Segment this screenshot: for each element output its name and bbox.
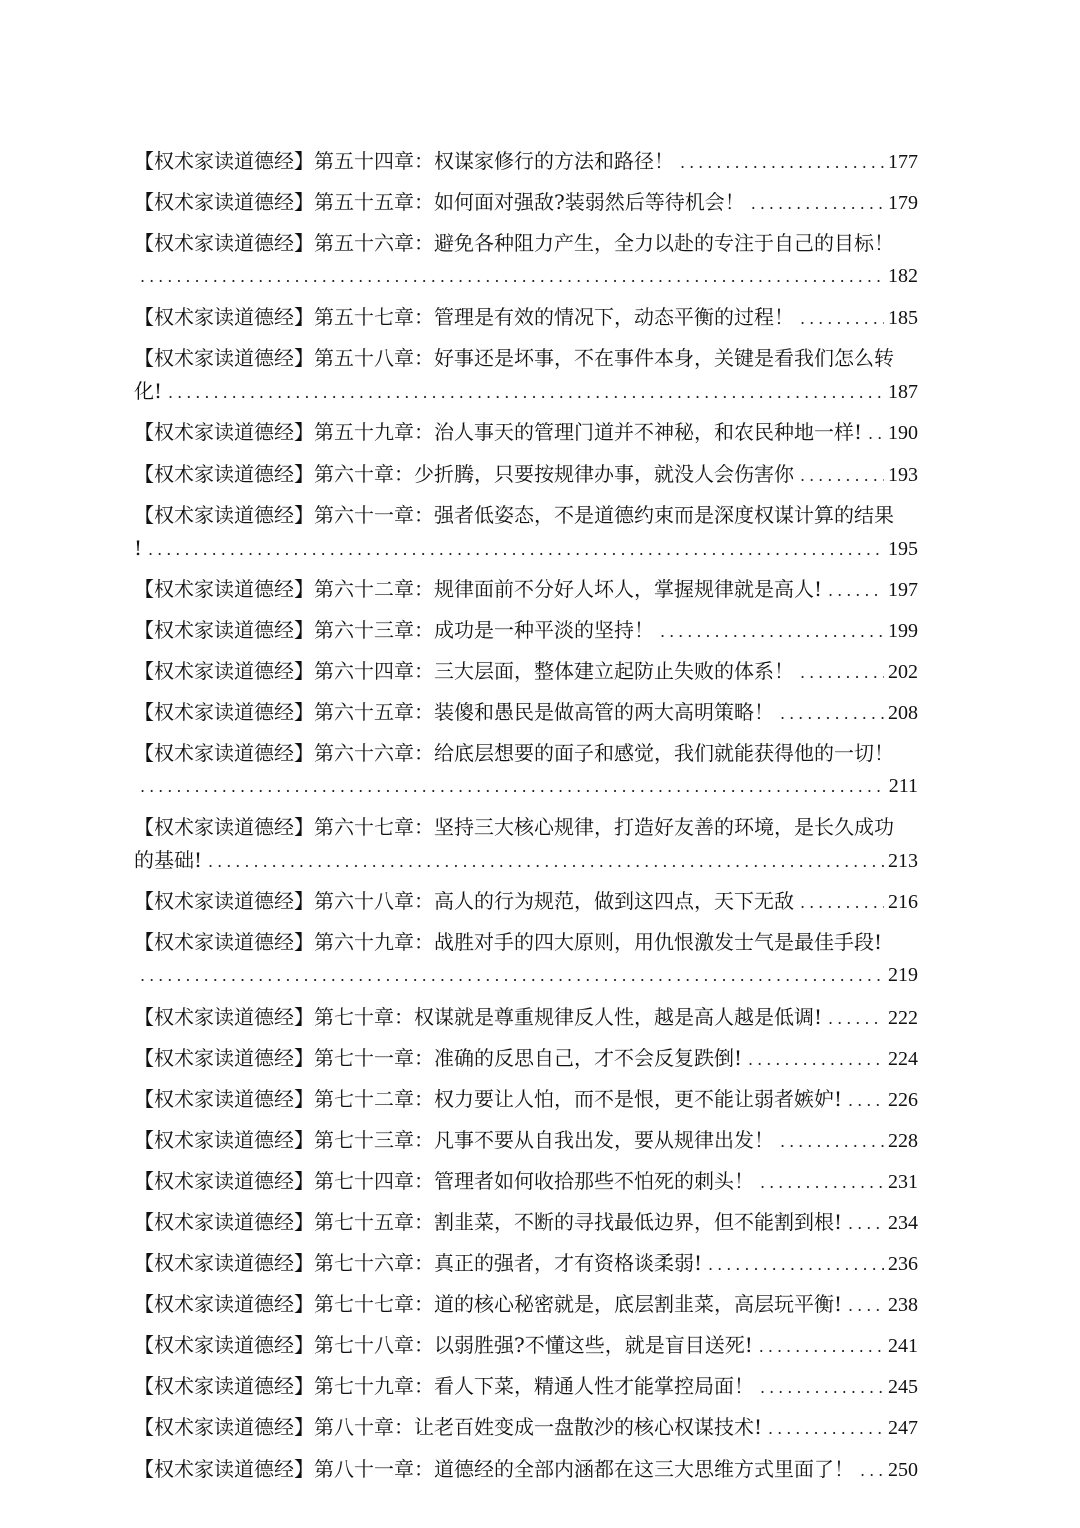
toc-entry-page: 219 xyxy=(888,964,918,987)
toc-entry-page: 177 xyxy=(888,151,918,173)
dot-leader xyxy=(760,1166,884,1198)
toc-entry[interactable] xyxy=(134,416,918,449)
toc-entry[interactable] xyxy=(134,655,918,688)
toc-entry-title-continued: ! xyxy=(134,535,143,560)
dot-leader xyxy=(848,1289,884,1321)
dot-leader xyxy=(748,1043,884,1075)
toc-entry-page: 190 xyxy=(888,422,918,445)
toc-entry-title: 【权术家读道德经】第六十章：少折腾，只要按规律办事，就没人会伤害你 xyxy=(134,461,794,486)
toc-entry-title: 【权术家读道德经】第五十七章：管理是有效的情况下，动态平衡的过程！ xyxy=(134,305,794,330)
dot-leader xyxy=(680,146,884,178)
dot-leader xyxy=(800,886,884,918)
toc-entry-title: 【权术家读道德经】第七十一章：准确的反思自己，才不会反复跌倒! xyxy=(134,1045,743,1070)
toc-entry[interactable] xyxy=(134,614,918,647)
toc-entry-title: 【权术家读道德经】第七十九章：看人下菜，精通人性才能掌控局面！ xyxy=(134,1374,754,1399)
toc-entry[interactable] xyxy=(134,926,918,992)
toc-entry-title: 【权术家读道德经】第五十四章：权谋家修行的方法和路径！ xyxy=(134,149,674,173)
toc-entry[interactable] xyxy=(134,499,918,565)
toc-entry[interactable] xyxy=(134,811,918,877)
toc-entry-title: 【权术家读道德经】第五十五章：如何面对强敌?装弱然后等待机会！ xyxy=(134,190,745,215)
toc-entry-title: 【权术家读道德经】第八十章：让老百姓变成一盘散沙的核心权谋技术! xyxy=(134,1415,763,1440)
toc-entry-title: 【权术家读道德经】第六十四章：三大层面，整体建立起防止失败的体系！ xyxy=(134,658,794,683)
toc-entry-page: 216 xyxy=(888,891,918,914)
toc-entry[interactable] xyxy=(134,1453,918,1486)
dot-leader xyxy=(828,1002,884,1034)
toc-entry[interactable] xyxy=(134,301,918,334)
toc-entry-page: 241 xyxy=(888,1335,918,1358)
toc-entry[interactable] xyxy=(134,1042,918,1075)
toc-entry-page: 185 xyxy=(888,307,918,330)
dot-leader xyxy=(780,1125,884,1157)
toc-entry[interactable] xyxy=(134,1370,918,1403)
toc-entry[interactable] xyxy=(134,1288,918,1321)
toc-entry-title: 【权术家读道德经】第七十八章：以弱胜强?不懂这些，就是盲目送死! xyxy=(134,1333,753,1358)
toc-entry-title-continued: 化! xyxy=(134,379,163,404)
toc-entry-title: 【权术家读道德经】第五十六章：避免各种阻力产生，全力以赴的专注于自己的目标！ xyxy=(134,231,894,256)
toc-entry[interactable] xyxy=(134,186,918,219)
dot-leader xyxy=(800,302,884,334)
dot-leader xyxy=(848,1207,884,1239)
toc-entry-title: 【权术家读道德经】第八十一章：道德经的全部内涵都在这三大思维方式里面了！ xyxy=(134,1456,854,1481)
toc-entry-title: 【权术家读道德经】第六十八章：高人的行为规范，做到这四点，天下无敌 xyxy=(134,889,794,914)
dot-leader xyxy=(140,770,885,803)
toc-entry-title: 【权术家读道德经】第五十九章：治人事天的管理门道并不神秘，和农民种地一样! xyxy=(134,420,863,445)
toc-entry-title: 【权术家读道德经】第六十一章：强者低姿态，不是道德约束而是深度权谋计算的结果 xyxy=(134,502,894,527)
toc-entry-page: 208 xyxy=(888,702,918,725)
toc-entry[interactable] xyxy=(134,1247,918,1280)
dot-leader xyxy=(708,1248,884,1280)
toc-entry[interactable] xyxy=(134,1411,918,1444)
toc-entry-page: 179 xyxy=(888,192,918,215)
dot-leader xyxy=(860,1454,884,1486)
toc-entry[interactable] xyxy=(134,1206,918,1239)
dot-leader xyxy=(148,533,884,565)
toc-entry-title: 【权术家读道德经】第七十三章：凡事不要从自我出发，要从规律出发！ xyxy=(134,1127,774,1152)
toc-entry[interactable] xyxy=(134,342,918,408)
toc-entry-page: 226 xyxy=(888,1088,918,1111)
toc-entry-title: 【权术家读道德经】第七十二章：权力要让人怕，而不是恨，更不能让弱者嫉妒! xyxy=(134,1086,843,1111)
dot-leader xyxy=(140,260,884,293)
toc-entry-title: 【权术家读道德经】第五十八章：好事还是坏事，不在事件本身，关键是看我们怎么转 xyxy=(134,346,894,371)
toc-entry[interactable] xyxy=(134,1001,918,1034)
toc-entry-title: 【权术家读道德经】第六十二章：规律面前不分好人坏人，掌握规律就是高人! xyxy=(134,576,823,601)
toc-entry[interactable] xyxy=(134,696,918,729)
dot-leader xyxy=(800,656,884,688)
toc-entry-title: 【权术家读道德经】第六十九章：战胜对手的四大原则，用仇恨激发士气是最佳手段! xyxy=(134,930,883,955)
toc-entry-title: 【权术家读道德经】第六十三章：成功是一种平淡的坚持！ xyxy=(134,617,654,642)
dot-leader xyxy=(208,845,884,877)
toc-entry-page: 245 xyxy=(888,1376,918,1399)
toc-entry-page: 197 xyxy=(888,578,918,601)
dot-leader xyxy=(140,959,884,992)
toc-entry[interactable] xyxy=(134,227,918,293)
toc-entry-page: 236 xyxy=(888,1253,918,1276)
dot-leader xyxy=(828,574,884,606)
toc-entry-title: 【权术家读道德经】第七十四章：管理者如何收拾那些不怕死的刺头！ xyxy=(134,1168,754,1193)
toc-entry-page: 213 xyxy=(888,850,918,873)
toc-entry[interactable] xyxy=(134,737,918,803)
toc-entry[interactable] xyxy=(134,1165,918,1198)
toc-entry-page: 187 xyxy=(888,381,918,404)
dot-leader xyxy=(768,1412,884,1444)
toc-entry[interactable] xyxy=(134,145,918,178)
toc-entry-title: 【权术家读道德经】第六十七章：坚持三大核心规律，打造好友善的环境，是长久成功 xyxy=(134,815,894,840)
toc-entry[interactable] xyxy=(134,1329,918,1362)
toc-entry-page: 224 xyxy=(888,1047,918,1070)
toc-entry[interactable] xyxy=(134,458,918,491)
dot-leader xyxy=(168,376,884,408)
toc-entry-page: 250 xyxy=(888,1458,918,1481)
dot-leader xyxy=(780,697,884,729)
dot-leader xyxy=(760,1371,884,1403)
toc-entry-title: 【权术家读道德经】第六十五章：装傻和愚民是做高管的两大高明策略！ xyxy=(134,700,774,725)
toc-entry-page: 231 xyxy=(888,1170,918,1193)
toc-entry-page: 228 xyxy=(888,1129,918,1152)
dot-leader xyxy=(800,459,884,491)
toc-entry-title: 【权术家读道德经】第六十六章：给底层想要的面子和感觉，我们就能获得他的一切！ xyxy=(134,741,894,766)
dot-leader xyxy=(660,615,884,647)
toc-entry-page: 211 xyxy=(888,775,918,798)
toc-entry-page: 234 xyxy=(888,1211,918,1234)
toc-entry-title: 【权术家读道德经】第七十六章：真正的强者，才有资格谈柔弱! xyxy=(134,1251,703,1276)
toc-entry-page: 195 xyxy=(888,537,918,560)
toc-entry-title: 【权术家读道德经】第七十五章：割韭菜，不断的寻找最低边界，但不能割到根! xyxy=(134,1209,843,1234)
table-of-contents xyxy=(134,145,918,1494)
dot-leader xyxy=(759,1330,884,1362)
toc-entry[interactable] xyxy=(134,573,918,606)
dot-leader xyxy=(868,417,884,449)
toc-entry[interactable] xyxy=(134,1083,918,1116)
toc-entry-title-continued: 的基础! xyxy=(134,848,203,873)
toc-entry-title: 【权术家读道德经】第七十章：权谋就是尊重规律反人性，越是高人越是低调! xyxy=(134,1004,823,1029)
dot-leader xyxy=(848,1084,884,1116)
toc-entry-title: 【权术家读道德经】第七十七章：道的核心秘密就是，底层割韭菜，高层玩平衡! xyxy=(134,1292,843,1317)
toc-entry-page: 247 xyxy=(888,1417,918,1440)
toc-entry[interactable] xyxy=(134,1124,918,1157)
toc-entry-page: 202 xyxy=(888,660,918,683)
toc-entry[interactable] xyxy=(134,885,918,918)
toc-entry-page: 222 xyxy=(888,1006,918,1029)
toc-entry-page: 193 xyxy=(888,463,918,486)
toc-entry-page: 182 xyxy=(888,265,918,288)
toc-entry-page: 199 xyxy=(888,619,918,642)
toc-entry-page: 238 xyxy=(888,1294,918,1317)
dot-leader xyxy=(751,187,884,219)
